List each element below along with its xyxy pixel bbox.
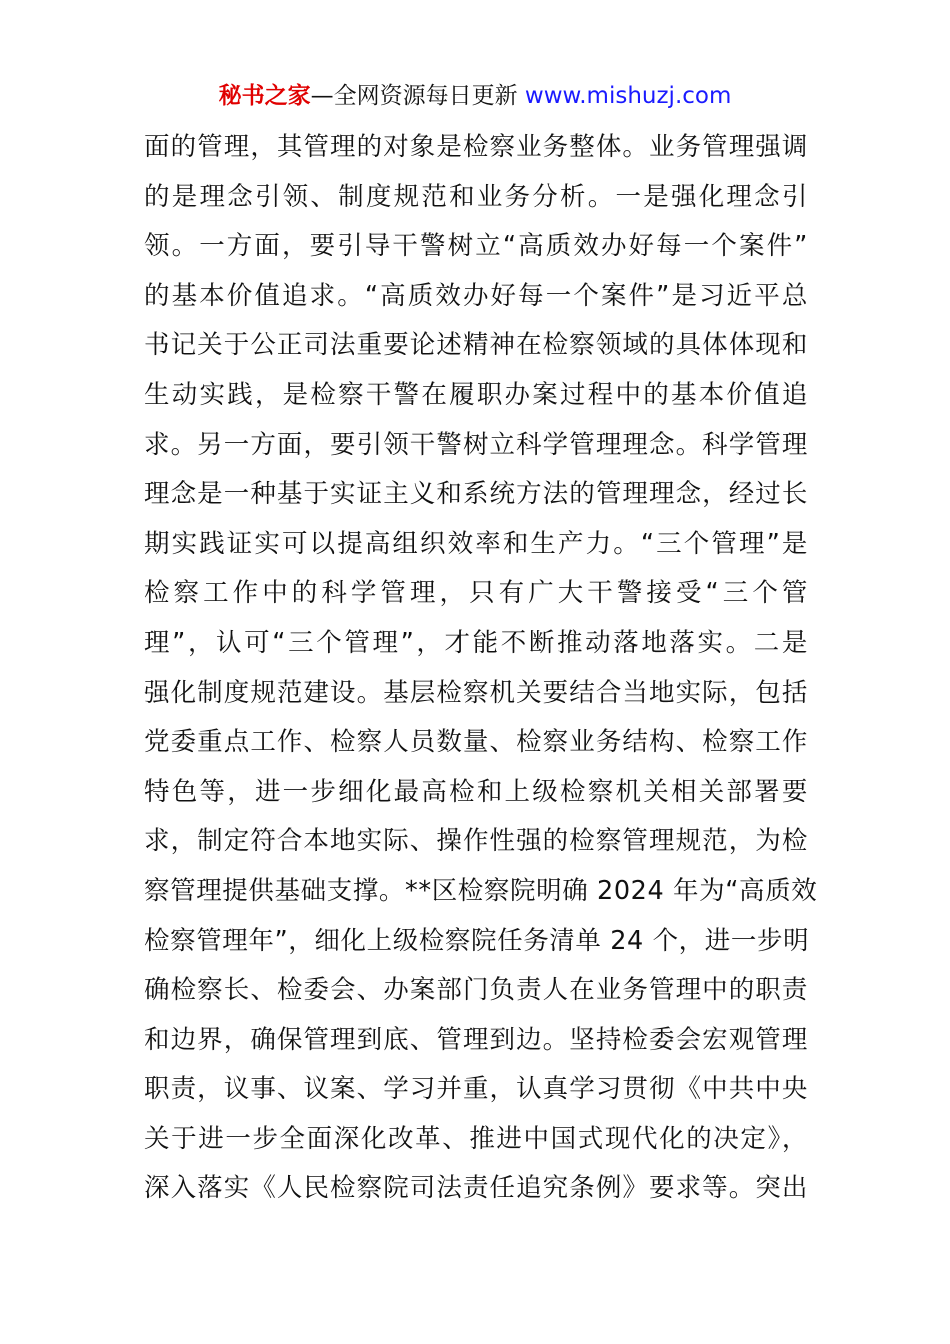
text-line: 察管理提供基础支撑。**区检察院明确 2024 年为“高质效 (144, 875, 818, 906)
text-line: 强化制度规范建设。基层检察机关要结合当地实际，包括 (144, 677, 808, 708)
text-line: 检察工作中的科学管理，只有广大干警接受“三个管 (144, 578, 808, 609)
text-line: 深入落实《人民检察院司法责任追究条例》要求等。突出 (144, 1173, 808, 1204)
text-line: 理”，认可“三个管理”，才能不断推动落地落实。二是 (144, 627, 808, 658)
text-line: 求。另一方面，要引领干警树立科学管理理念。科学管理 (144, 429, 808, 460)
header-tagline: —全网资源每日更新 (310, 83, 525, 109)
text-line: 生动实践，是检察干警在履职办案过程中的基本价值追 (144, 379, 808, 410)
text-line: 领。一方面，要引导干警树立“高质效办好每一个案件” (144, 231, 808, 262)
header-url-link[interactable]: www.mishuzj.com (524, 83, 732, 109)
text-line: 的基本价值追求。“高质效办好每一个案件”是习近平总 (144, 280, 808, 311)
text-line: 和边界，确保管理到底、管理到边。坚持检委会宏观管理 (144, 1024, 808, 1055)
text-line: 党委重点工作、检察人员数量、检察业务结构、检察工作 (144, 727, 808, 758)
text-line: 理念是一种基于实证主义和系统方法的管理理念，经过长 (144, 479, 808, 510)
body-text (144, 123, 818, 1214)
text-line: 期实践证实可以提高组织效率和生产力。“三个管理”是 (144, 528, 808, 559)
page-header (0, 80, 950, 112)
text-line: 的是理念引领、制度规范和业务分析。一是强化理念引 (144, 181, 808, 212)
text-line: 关于进一步全面深化改革、推进中国式现代化的决定》， (144, 1123, 808, 1154)
text-line: 职责，议事、议案、学习并重，认真学习贯彻《中共中央 (144, 1074, 808, 1105)
header-brand: 秘书之家 (218, 83, 311, 109)
text-line: 书记关于公正司法重要论述精神在检察领域的具体体现和 (144, 330, 808, 361)
text-line: 检察管理年”，细化上级检察院任务清单 24 个，进一步明 (144, 925, 810, 956)
text-line: 求，制定符合本地实际、操作性强的检察管理规范，为检 (144, 826, 808, 857)
text-line: 面的管理，其管理的对象是检察业务整体。业务管理强调 (144, 132, 808, 162)
text-line: 确检察长、检委会、办案部门负责人在业务管理中的职责 (144, 975, 808, 1006)
text-line: 特色等，进一步细化最高检和上级检察机关相关部署要 (144, 776, 808, 807)
